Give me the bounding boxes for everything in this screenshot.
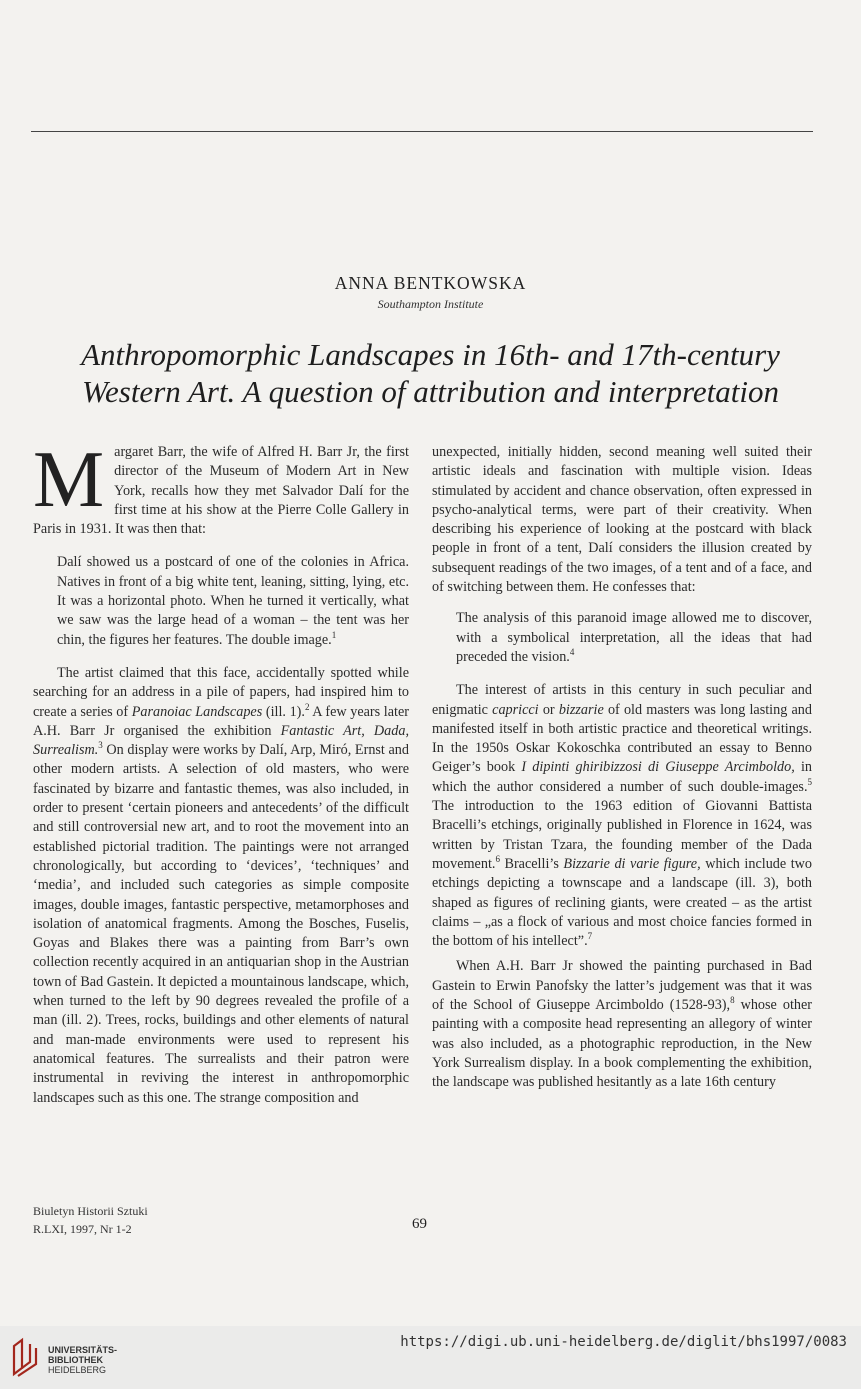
- italic-title: Fantastic Art, Dada, Surrealism.: [33, 722, 409, 759]
- journal-citation: [33, 1202, 148, 1238]
- block-quote-1: [57, 553, 409, 649]
- footnote-ref[interactable]: 3: [98, 740, 103, 751]
- text-run: When A.H. Barr Jr showed the painting purchased in Bad Gastein to Erwin Panofsky the latter’s judgement was that it was of the School of Giuseppe Arcimboldo (1528-93),: [432, 958, 812, 1014]
- text-run: The artist claimed that this face, accidentally spotted while searching for an address in a pile of papers, had inspired him to create a series of: [33, 664, 409, 720]
- author-name: ANNA BENTKOWSKA: [334, 273, 527, 293]
- opening-paragraph: [33, 436, 409, 539]
- article-title: [40, 336, 821, 410]
- author-affiliation: Southampton Institute: [377, 297, 484, 311]
- text-run: in which the author considered a number of such double-images.: [432, 759, 813, 795]
- header-rule: [31, 131, 813, 132]
- text-run: Bracelli’s: [499, 855, 564, 872]
- journal-volume: R.LXI, 1997, Nr 1-2: [33, 1222, 132, 1236]
- text-run: which include two etchings depicting a townscape and a landscape (ill. 3), both shaped as figures of reclining giants, were created – as the artist claims – „as a flock of various and most choice fancies formed in the bottom of his intellect”.: [432, 855, 813, 950]
- footnote-ref[interactable]: 8: [730, 995, 735, 1006]
- block-quote-2: [456, 609, 812, 667]
- text-run: The introduction to the 1963 edition of Giovanni Battista Bracelli’s etchings, originally published in Florence in 1624, was written by Tristan Tzara, the founding member of the Dada movement.: [432, 798, 812, 872]
- university-library-logo-icon[interactable]: [10, 1336, 40, 1378]
- text-run: of old masters was long lasting and manifested itself in both artistic practice and theoretical writings. In the 1950s Oskar Kokoschka contributed an essay to Benno Geiger’s book: [432, 701, 812, 776]
- footnote-ref[interactable]: 7: [587, 931, 593, 942]
- left-column: [33, 436, 409, 1114]
- library-name-line: BIBLIOTHEK: [48, 1355, 103, 1365]
- body-paragraph: unexpected, initially hidden, second meaning well suited their artistic ideals and fascination with multiple vision. Ideas stimulated by accident and chance observation, often expressed in psycho-analytical terms, were part of their creativity. When describing his experience of looking at the postcard with black people in front of a tent, Dalí considers the illusion created by subsequent readings of the two images, of a tent and of a face, and of switching between them. He confesses that:: [432, 444, 812, 596]
- text-run: The interest of artists in this century in such peculiar and enigmatic: [432, 682, 812, 718]
- library-name-line: HEIDELBERG: [48, 1365, 107, 1375]
- body-paragraph: [432, 957, 812, 1092]
- drop-cap: M: [33, 436, 105, 524]
- journal-name: Biuletyn Historii Sztuki: [33, 1204, 148, 1218]
- italic-title: Bizzarie di varie figure,: [563, 855, 701, 872]
- title-line-2: Western Art. A question of attribution and interpretation: [82, 374, 779, 409]
- title-line-1: Anthropomorphic Landscapes in 16th- and 17th-century: [81, 337, 780, 372]
- footnote-ref[interactable]: 5: [807, 776, 812, 787]
- text-run: whose other painting with a composite head representing an allegory of winter was also included, as a photographic reproduction, in the New York Surrealism display. In a book complementing the exhibition, the landscape was published hesitantly as a late 16th century: [432, 997, 812, 1091]
- text-run: A few years later A.H. Barr Jr organised the exhibition: [33, 703, 409, 739]
- opening-text: argaret Barr, the wife of Alfred H. Barr Jr, the first director of the Museum of Modern Art in New York, recalls how they met Salvador Dalí for the first time at his show at the Pierre Colle Gallery in Paris in 1931. It was then that:: [33, 444, 409, 538]
- right-column: [432, 443, 812, 1099]
- quote-text: The analysis of this paranoid image allowed me to discover, with a symbolical interpretation, all the ideas that had preceded the vision.: [456, 610, 812, 665]
- library-name[interactable]: [48, 1345, 117, 1375]
- page-number: 69: [412, 1216, 427, 1232]
- permalink-url[interactable]: https://digi.ub.uni-heidelberg.de/diglit/bhs1997/0083: [400, 1334, 847, 1350]
- quote-text: Dalí showed us a postcard of one of the colonies in Africa. Natives in front of a big white tent, leaning, sitting, lying, etc. It was a horizontal photo. When he turned it vertically, what we saw was the large head of a woman – the tent was her chin, the figures her features. The double image.: [57, 554, 409, 648]
- italic-term: bizzarie: [558, 701, 604, 718]
- footnote-ref[interactable]: 6: [495, 853, 500, 864]
- italic-title: I dipinti ghiribizzosi di Giuseppe Arcimboldo,: [521, 759, 795, 776]
- text-run: (ill. 1).: [262, 703, 305, 720]
- footnote-ref[interactable]: 2: [304, 701, 310, 712]
- body-paragraph: [432, 681, 812, 951]
- text-run: On display were works by Dalí, Arp, Miró, Ernst and other modern artists. A selection of old masters, who were fascinated by bizarre and fantastic themes, was also included, in order to present ‘certain pioneers and antecedents’ of the difficult and still controversial new art, and to root the movement into an established pictorial tradition. The paintings were not arranged chronologically, but according to ‘devices’, ‘techniques’ and ‘media’, and included such categories as simple composite images, double images, fantastic perspective, metamorphoses and isolation of anatomical fragments. Among the Bosches, Fuselis, Goyas and Blakes there was a painting from Barr’s own collection recently acquired in an antiquarian shop in the Austrian town of Bad Gastein. It depicted a mountainous landscape, which, when turned to the left by 90 degrees revealed the profile of a man (ill. 2). Trees, rocks, buildings and other elements of natural and man-made environments were used to represent his anatomical features. The surrealists and their patron were instrumental in reviving the interest in anthropomorphic landscapes such as this one. The strange composition and: [33, 742, 409, 1106]
- body-paragraph: [33, 664, 409, 1108]
- footnote-ref[interactable]: 1: [331, 629, 337, 640]
- library-name-line: UNIVERSITÄTS-: [48, 1345, 118, 1355]
- italic-term: capricci: [492, 701, 539, 718]
- footnote-ref[interactable]: 4: [569, 646, 575, 657]
- italic-title: Paranoiac Landscapes: [131, 703, 263, 720]
- text-run: or: [538, 701, 559, 718]
